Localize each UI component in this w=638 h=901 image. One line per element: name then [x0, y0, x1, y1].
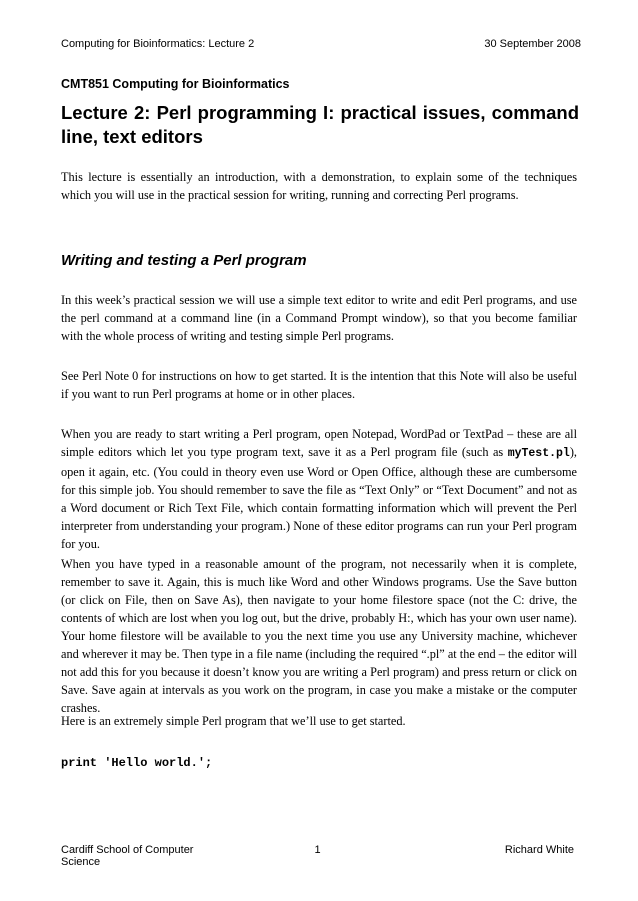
course-title: CMT851 Computing for Bioinformatics: [61, 77, 290, 91]
header-date: 30 September 2008: [484, 38, 581, 50]
section-heading: Writing and testing a Perl program: [61, 252, 307, 269]
intro-paragraph: This lecture is essentially an introduction, with a demonstration, to explain some of the techniques which you will use in the practical session for writing, running and correcting Perl programs.: [61, 170, 577, 202]
page-footer: [61, 844, 574, 868]
paragraph-3-text-a: When you are ready to start writing a Perl program, open Notepad, WordPad or TextPad – these are all simple editors which let you type program text, save it as a Perl program file (such as: [61, 427, 577, 459]
paragraph-5: Here is an extremely simple Perl program that we’ll use to get started.: [61, 714, 406, 728]
footer-author: Richard White: [504, 844, 574, 856]
page-header: [61, 38, 581, 50]
footer-left: Cardiff School of Computer Science: [61, 844, 194, 868]
paragraph-1: In this week’s practical session we will use a simple text editor to write and edit Perl programs, and use the perl command at a command line (in a Command Prompt window), so that you become familiar with the whole process of writing and testing simple Perl programs.: [61, 293, 577, 343]
page-number: 1: [314, 844, 321, 856]
paragraph-4: When you have typed in a reasonable amount of the program, not necessarily when it is complete, remember to save it. Again, this is much like Word and other Windows programs. Use the Save button (or click on File, then on Save As), then navigate to your home filestore space (not the C: drive, the contents of which are lost when you log out, but the drive, probably H:, which has your own user name). Your home filestore will be available to you the next time you use any University machine, whichever and wherever it may be. Then type in a file name (including the required “.pl” at the end – the editor will not add this for you because it doesn’t know you are writing a Perl program) and press return or click on Save. Save again at intervals as you work on the program, in case you make a mistake or the computer crashes.: [61, 557, 577, 715]
paragraph-3-text-b: ), open it again, etc. (You could in theory even use Word or Open Office, although these are cumbersome for this simple job. You should remember to save the file as “Text Only” or “Text Document” and not as a Word document or Rich Text File, which contain formatting information which will prevent the Perl interpreter from understanding your program.) None of these editor programs can run your Perl program for you.: [61, 445, 577, 551]
paragraph-2: See Perl Note 0 for instructions on how to get started. It is the intention that this Note will also be useful if you want to run Perl programs at home or in other places.: [61, 369, 577, 401]
paragraph-3: [61, 425, 577, 553]
lecture-title: Lecture 2: Perl programming I: practical issues, command line, text editors: [61, 102, 579, 147]
code-example: print 'Hello world.';: [61, 756, 213, 770]
header-left: Computing for Bioinformatics: Lecture 2: [61, 38, 255, 50]
inline-code-filename: myTest.pl: [507, 447, 570, 460]
